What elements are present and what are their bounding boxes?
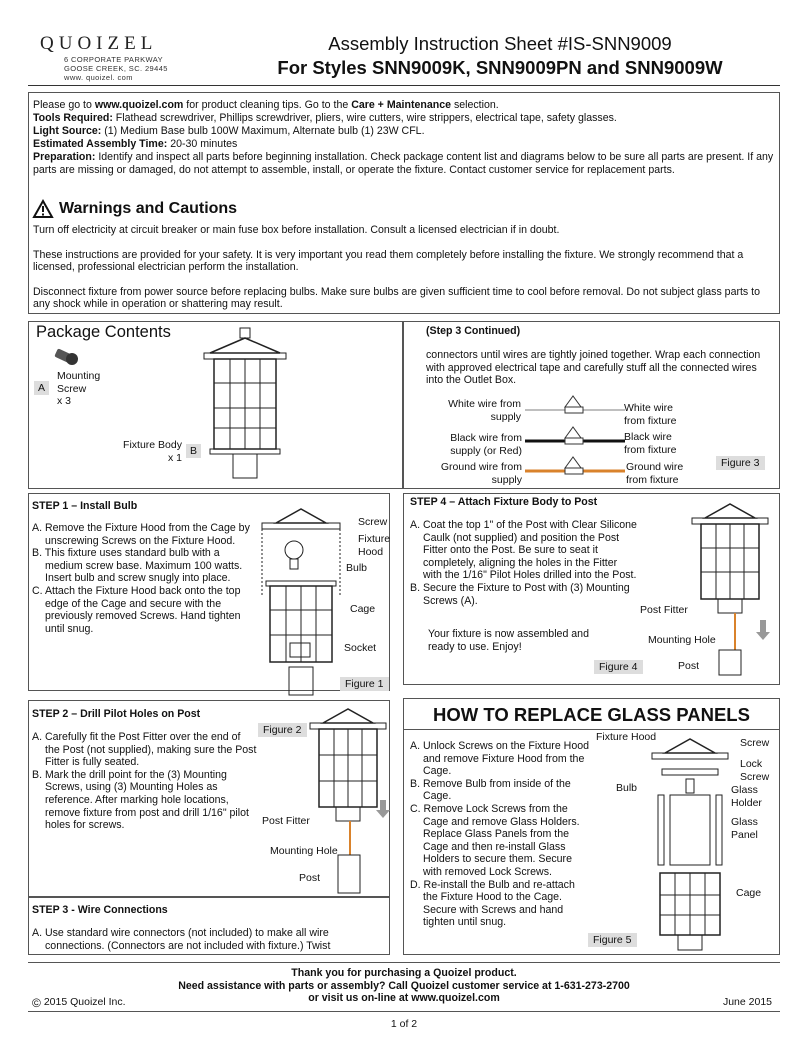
glass-bulb-label: Bulb [616,782,638,794]
step4-fitter-label: Post Fitter [640,604,688,616]
mounting-screw-icon [52,348,82,368]
step2-hole-label: Mounting Hole [270,845,338,857]
figure-2-drawing [308,705,393,895]
page-number: 1 of 2 [390,1018,418,1030]
warnings-title: Warnings and Cautions [59,200,238,217]
warning-paragraph: Disconnect fixture from power source before replacing bulbs. Make sure bulbs are given sufficient time to cool before removal. Do not subject glass parts to any shock while in operation or shattering may result. [33,285,761,311]
black-wire-fixture-label: Black wire from fixture [624,431,677,456]
step1-socket-label: Socket [344,642,377,654]
header-rule [28,85,780,86]
step2-fitter-label: Post Fitter [262,815,310,827]
step1-instructions: A. Remove the Fixture Hood from the Cage by unscrewing Screws on the Fixture Hood. B. This fixture uses standard bulb with a medium screw base. Maximum 100 watts. Insert bulb and screw snugly into place. C. Attach the Fixture Hood back onto the top edge of the Cage and secure with the previously removed Screws. Hand tighten until snug. [32,522,250,635]
step2-heading: STEP 2 – Drill Pilot Holes on Post [32,708,201,720]
step3-continued-text: connectors until wires are tightly joined together. Wrap each connection with approved electrical tape and carefully stuff all the connected wires into the Outlet Box. [426,349,761,387]
package-title: Package Contents [36,323,171,341]
step3-heading: STEP 3 - Wire Connections [32,904,168,916]
warnings-body [33,224,775,323]
copyright-icon: © [32,996,41,1010]
warning-paragraph: Turn off electricity at circuit breaker or main fuse box before installation. Consult a licensed electrician if in doubt. [33,224,560,236]
step3-instructions: A. Use standard wire connectors (not included) to make all wire connections. (Connectors are not included with fixture.) Twist [32,927,331,952]
address-line: 6 CORPORATE PARKWAY [64,55,164,64]
intro-text: Please go to www.quoizel.com for product cleaning tips. Go to the Care + Maintenance selection. Tools Required: Flathead screwdriver, Phillips screwdriver, pliers, wire cutters, wire strippers, electrical tape, safety glasses. Light Source: (1) Medium Base bulb 100W Maximum, Alternate bulb (1) 23W CFL. Estimated Assembly Time: 20-30 minutes Preparation: Identify and inspect all parts before beginning installation. Check package content list and diagrams below to be sure all parts are present. If any parts are missing or damaged, do not attempt to assemble, install, or operate the fixture. Contact customer service for replacement parts. [33,99,774,176]
step4-hole-label: Mounting Hole [648,634,716,646]
item-a-tag: A [34,381,49,395]
address-line: www. quoizel. com [64,73,133,82]
warnings-heading [33,200,237,218]
step1-screw-label: Screw [358,516,388,528]
glass-screw-label: Screw [740,737,770,749]
step2-instructions: A. Carefully fit the Post Fitter over the end of the Post (not supplied), making sure the Post Fitter is fully seated. B. Mark the drill point for the (3) Mounting Screws, using (3) Mounting Holes as reference. After marking hole locations, remove fixture from post and drill 1/16" pilot holes for screws. [32,731,257,832]
ground-wire-supply-label: Ground wire from supply [440,461,522,486]
figure-5-drawing [650,735,735,950]
step4-heading: STEP 4 – Attach Fixture Body to Post [410,496,598,508]
address-line: GOOSE CREEK, SC. 29445 [64,64,168,73]
item-b-label: Fixture Body x 1 [123,439,182,464]
white-wire-fixture-label: White wire from fixture [624,402,677,427]
glass-lock-screw-label: Lock Screw [740,758,770,783]
wire-connection-diagram [525,390,625,480]
warning-paragraph: These instructions are provided for your safety. It is very important you read them completely before installing the fixture. We strongly recommend that a licensed, professional electrician perform the installation. [33,248,744,274]
item-b-tag: B [186,444,201,458]
figure-2-label: Figure 2 [258,723,307,737]
step1-hood-label: Fixture Hood [358,533,391,558]
step2-post-label: Post [299,872,321,884]
glass-panels-title: HOW TO REPLACE GLASS PANELS [403,698,780,730]
footer-text: Thank you for purchasing a Quoizel product. Need assistance with parts or assembly? Call Quoizel customer service at 1-631-273-2700 or visit us on-line at www.quoizel.com [178,967,630,1005]
step4-post-label: Post [678,660,700,672]
brand-address [64,55,168,82]
black-wire-supply-label: Black wire from supply (or Red) [450,432,522,457]
figure-4-label: Figure 4 [594,660,643,674]
step4-done: Your fixture is now assembled and ready to use. Enjoy! [428,628,589,653]
doc-date: June 2015 [722,996,772,1008]
fixture-body-drawing [200,328,290,478]
figure-5-label: Figure 5 [588,933,637,947]
glass-panel-label: Glass Panel [731,816,758,841]
glass-cage-label: Cage [736,887,762,899]
step1-heading: STEP 1 – Install Bulb [32,500,138,512]
white-wire-supply-label: White wire from supply [448,398,521,423]
step3-continued-title: (Step 3 Continued) [426,325,521,337]
copyright: © 2015 Quoizel Inc. [32,996,126,1010]
item-a-label: Mounting Screw x 3 [57,370,101,407]
glass-instructions: A. Unlock Screws on the Fixture Hood and remove Fixture Hood from the Cage. B. Remove Bulb from inside of the Cage. C. Remove Lock Screws from the Cage and remove Glass Holders. Replace Glass Panels from the Cage and then re-install Glass Holders to secure them. Secure with removed Lock Screws. D. Re-install the Bulb and re-attach the Fixture Hood to the Cage. Secure with Screws and hand tighten until snug. [410,740,589,929]
warning-icon [33,200,53,218]
figure-1-label: Figure 1 [340,677,389,691]
doc-title: Assembly Instruction Sheet #IS-SNN9009 [328,33,672,54]
step1-bulb-label: Bulb [346,562,368,574]
glass-holder-label: Glass Holder [731,784,762,809]
doc-subtitle: For Styles SNN9009K, SNN9009PN and SNN9009W [277,57,723,78]
figure-3-label: Figure 3 [716,456,765,470]
brand-logo: QUOIZEL [40,33,158,54]
figure-4-drawing [690,500,780,675]
ground-wire-fixture-label: Ground wire from fixture [626,461,684,486]
figure-1-drawing [256,505,346,695]
glass-hood-label: Fixture Hood [596,731,657,743]
website-link[interactable]: www.quoizel.com [94,99,184,111]
step1-cage-label: Cage [350,603,376,615]
step4-instructions: A. Coat the top 1" of the Post with Clear Silicone Caulk (not supplied) and position the Post Fitter onto the Post. Be sure to seat it completely, aligning the holes in the Fitter with the 1/16" Pilot Holes drilled into the Post. B. Secure the Fixture to Post with (3) Mounting Screws (A). [410,519,637,607]
